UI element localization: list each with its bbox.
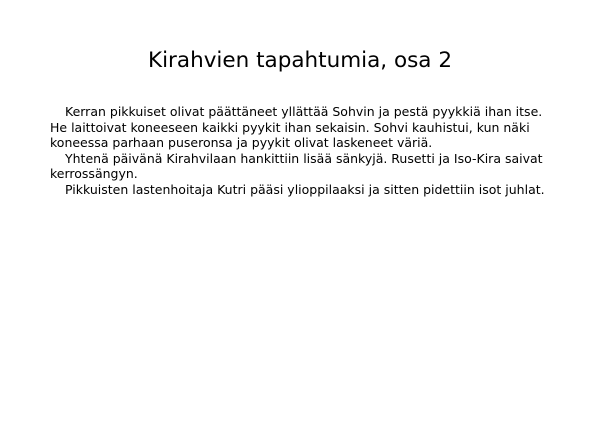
slide-body bbox=[50, 104, 562, 198]
paragraph-graduation: Pikkuisten lastenhoitaja Kutri pääsi ylioppilaaksi ja sitten pidettiin isot juhlat. bbox=[65, 181, 545, 197]
slide-title: Kirahvien tapahtumia, osa 2 bbox=[147, 48, 452, 73]
paragraph-beds: Yhtenä päivänä Kirahvilaan hankittiin lisää sänkyjä. Rusetti ja Iso-Kira saivat kerrossängyn. bbox=[50, 150, 543, 182]
paragraph-laundry: Kerran pikkuiset olivat päättäneet yllättää Sohvin ja pestä pyykkiä ihan itse. He laittoivat koneeseen kaikki pyykit ihan sekaisin. Sohvi kauhistui, kun näki koneessa parhaan puseronsa ja pyykit olivat laskeneet väriä. bbox=[50, 104, 543, 151]
